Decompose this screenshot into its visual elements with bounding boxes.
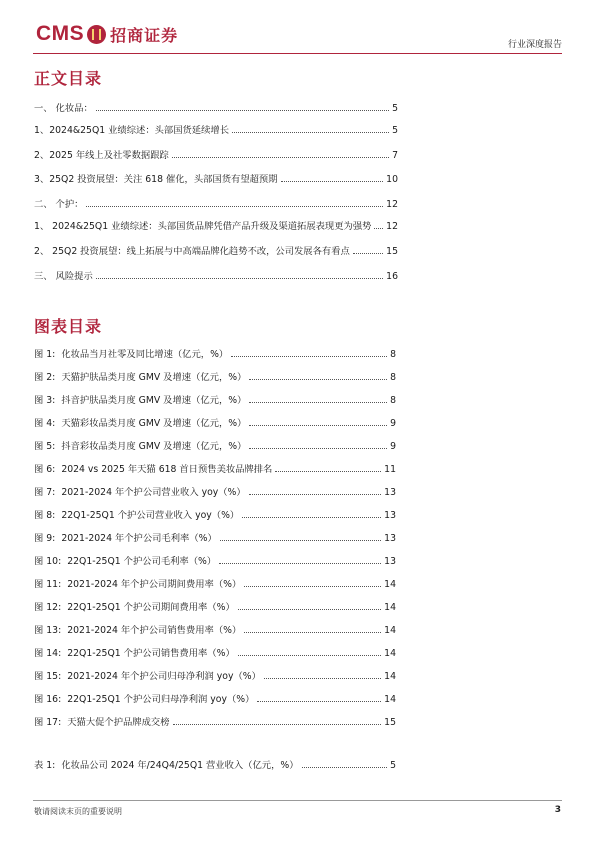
figure-entry-title: 22Q1-25Q1 个护公司期间费用率（%）: [67, 602, 235, 613]
figure-entry-page: 13: [384, 533, 396, 544]
figure-entry-number: 图 15:: [34, 671, 62, 682]
figure-entry-number: 图 8:: [34, 510, 56, 521]
figure-entry[interactable]: [34, 346, 396, 360]
logo-cms-text: CMS: [36, 22, 85, 45]
table-leader-dots: [302, 767, 388, 768]
figure-entry-title: 天猫彩妆品类月度 GMV 及增速（亿元，%）: [61, 418, 247, 429]
figure-entry-title: 天猫大促个护品牌成交榜: [67, 717, 170, 728]
figure-entry-number: 图 11:: [34, 579, 62, 590]
toc-leader-dots: [96, 110, 389, 111]
toc-entry-label: 1、2024&25Q1 业绩综述：头部国货延续增长: [34, 125, 229, 136]
toc-entry-page: 12: [386, 199, 398, 210]
toc-entry[interactable]: [34, 147, 398, 161]
toc-entry-page: 7: [392, 150, 398, 161]
figure-entry-page: 8: [390, 395, 396, 406]
figure-entry[interactable]: [34, 484, 396, 498]
toc-entry-page: 10: [386, 174, 398, 185]
figure-entry-number: 图 5:: [34, 441, 56, 452]
table-entry-page: 5: [390, 760, 396, 771]
figure-entry[interactable]: [34, 369, 396, 383]
figure-leader-dots: [249, 425, 387, 426]
figure-leader-dots: [257, 701, 381, 702]
figure-entry-number: 图 13:: [34, 625, 62, 636]
figure-entry-page: 9: [390, 441, 396, 452]
toc-entry[interactable]: [34, 196, 398, 210]
toc-title: 正文目录: [34, 69, 103, 88]
toc-entry-label: 2、 25Q2 投资展望：线上拓展与中高端品牌化趋势不改，公司发展各有看点: [34, 246, 350, 257]
figure-entry[interactable]: [34, 714, 396, 728]
figure-entry[interactable]: [34, 576, 396, 590]
figure-entry-title: 2021-2024 年个护公司销售费用率（%）: [67, 625, 242, 636]
figure-entry-page: 13: [384, 556, 396, 567]
toc-entry-label: 3、25Q2 投资展望：关注 618 催化，头部国货有望超预期: [34, 174, 278, 185]
figure-leader-dots: [249, 494, 381, 495]
figure-leader-dots: [264, 678, 381, 679]
figure-entry[interactable]: [34, 645, 396, 659]
figure-entry-title: 2021-2024 年个护公司期间费用率（%）: [67, 579, 242, 590]
figure-entry[interactable]: [34, 622, 396, 636]
figure-entry-page: 14: [384, 648, 396, 659]
logo-mark-icon: [87, 25, 106, 44]
figure-leader-dots: [231, 356, 387, 357]
footer-disclaimer: 敬请阅读末页的重要说明: [34, 807, 122, 816]
toc-entry-page: 5: [392, 125, 398, 136]
figure-entry-page: 14: [384, 579, 396, 590]
table-entry-number: 表 1:: [34, 760, 56, 771]
figure-entry[interactable]: [34, 553, 396, 567]
figure-entry-page: 11: [384, 464, 396, 475]
figure-entry-page: 13: [384, 487, 396, 498]
figure-entry-number: 图 3:: [34, 395, 56, 406]
figure-entry-number: 图 2:: [34, 372, 56, 383]
figure-leader-dots: [249, 448, 387, 449]
company-logo: [36, 22, 178, 46]
figure-entry-page: 14: [384, 694, 396, 705]
figure-entry-number: 图 12:: [34, 602, 62, 613]
toc-entry-page: 5: [392, 103, 398, 114]
page-header: [0, 0, 595, 55]
figure-leader-dots: [173, 724, 382, 725]
figure-entry-number: 图 16:: [34, 694, 62, 705]
toc-entry[interactable]: [34, 218, 398, 232]
toc-leader-dots: [281, 181, 384, 182]
figure-entry[interactable]: [34, 599, 396, 613]
figure-entry-page: 9: [390, 418, 396, 429]
toc-entry[interactable]: [34, 171, 398, 185]
report-type: 行业深度报告: [507, 40, 562, 50]
footer-divider: [33, 800, 562, 801]
figure-leader-dots: [249, 402, 387, 403]
table-entry[interactable]: [34, 757, 396, 771]
figure-entry-number: 图 10:: [34, 556, 62, 567]
figure-entry-title: 2021-2024 年个护公司营业收入 yoy（%）: [61, 487, 246, 498]
figure-leader-dots: [238, 655, 381, 656]
figure-entry-number: 图 7:: [34, 487, 56, 498]
figure-entry[interactable]: [34, 392, 396, 406]
toc-entry[interactable]: [34, 100, 398, 114]
figure-entry-page: 14: [384, 602, 396, 613]
figure-entry[interactable]: [34, 530, 396, 544]
figure-entry-number: 图 14:: [34, 648, 62, 659]
toc-entry[interactable]: [34, 268, 398, 282]
table-entry-title: 化妆品公司 2024 年/24Q4/25Q1 营业收入（亿元，%）: [61, 760, 299, 771]
toc-entry-page: 15: [386, 246, 398, 257]
figure-entry-page: 8: [390, 349, 396, 360]
figure-entry-title: 22Q1-25Q1 个护公司毛利率（%）: [67, 556, 217, 567]
figure-entry-title: 2024 vs 2025 年天猫 618 首日预售美妆品牌排名: [61, 464, 273, 475]
figure-entry[interactable]: [34, 668, 396, 682]
figure-leader-dots: [242, 517, 381, 518]
figure-entry-number: 图 17:: [34, 717, 62, 728]
logo-chinese-text: 招商证券: [110, 25, 179, 45]
toc-leader-dots: [374, 228, 383, 229]
figure-entry-title: 2021-2024 年个护公司归母净利润 yoy（%）: [67, 671, 261, 682]
figure-leader-dots: [244, 586, 381, 587]
figure-entry[interactable]: [34, 415, 396, 429]
figure-entry-title: 天猫护肤品类月度 GMV 及增速（亿元，%）: [61, 372, 247, 383]
figure-entry-title: 化妆品当月社零及同比增速（亿元，%）: [61, 349, 229, 360]
toc-entry[interactable]: [34, 243, 398, 257]
figures-title: 图表目录: [34, 317, 103, 336]
toc-entry-page: 12: [386, 221, 398, 232]
figure-entry-title: 2021-2024 年个护公司毛利率（%）: [61, 533, 217, 544]
toc-entry-label: 二、 个护：: [34, 199, 84, 210]
figure-leader-dots: [238, 609, 381, 610]
toc-leader-dots: [172, 157, 389, 158]
figure-entry-page: 13: [384, 510, 396, 521]
figure-entry-number: 图 4:: [34, 418, 56, 429]
toc-entry[interactable]: [34, 122, 398, 136]
toc-entry-label: 一、 化妆品：: [34, 103, 93, 114]
figure-entry-page: 15: [384, 717, 396, 728]
figure-entry-title: 22Q1-25Q1 个护公司销售费用率（%）: [67, 648, 235, 659]
figure-leader-dots: [249, 379, 387, 380]
figure-entry[interactable]: [34, 507, 396, 521]
toc-leader-dots: [353, 253, 383, 254]
figure-entry-number: 图 9:: [34, 533, 56, 544]
figure-entry-number: 图 1:: [34, 349, 56, 360]
figure-entry[interactable]: [34, 691, 396, 705]
page-number: 3: [554, 805, 561, 815]
toc-leader-dots: [86, 206, 383, 207]
toc-entry-label: 1、 2024&25Q1 业绩综述：头部国货品牌凭借产品升级及渠道拓展表现更为强势: [34, 221, 372, 232]
figure-entry-page: 8: [390, 372, 396, 383]
toc-entry-label: 三、 风险提示: [34, 271, 93, 282]
figure-leader-dots: [219, 563, 381, 564]
figure-entry-number: 图 6:: [34, 464, 56, 475]
toc-leader-dots: [96, 278, 383, 279]
header-divider: [33, 53, 562, 54]
figure-entry-title: 22Q1-25Q1 个护公司归母净利润 yoy（%）: [67, 694, 255, 705]
figure-leader-dots: [244, 632, 381, 633]
figure-leader-dots: [275, 471, 381, 472]
figure-entry[interactable]: [34, 438, 396, 452]
figure-entry-title: 22Q1-25Q1 个护公司营业收入 yoy（%）: [61, 510, 240, 521]
figure-entry-page: 14: [384, 671, 396, 682]
figure-entry-page: 14: [384, 625, 396, 636]
toc-entry-page: 16: [386, 271, 398, 282]
figure-entry-title: 抖音护肤品类月度 GMV 及增速（亿元，%）: [61, 395, 247, 406]
figure-leader-dots: [220, 540, 381, 541]
figure-entry-title: 抖音彩妆品类月度 GMV 及增速（亿元，%）: [61, 441, 247, 452]
toc-entry-label: 2、2025 年线上及社零数据跟踪: [34, 150, 169, 161]
figure-entry[interactable]: [34, 461, 396, 475]
toc-leader-dots: [232, 132, 389, 133]
